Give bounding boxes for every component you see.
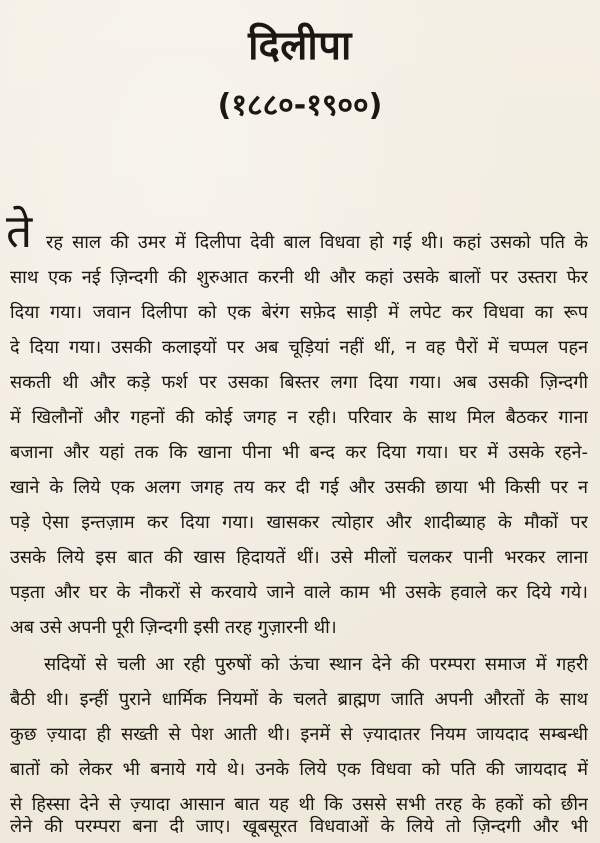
paragraph-line: कुछ ज़्यादा ही सख्ती से पेश आती थी। इनमें से ज़्यादातर नियम जायदाद सम्बन्धी [10,724,588,745]
paragraph-line: बजाना और यहां तक कि खाना पीना भी बन्द कर दिया गया। घर में उसके रहने- [10,442,588,463]
paragraph-line: साथ एक नई ज़िन्दगी की शुरुआत करनी थी और कहां उसके बालों पर उस्तरा फेर [10,267,588,288]
paragraph-line: बैठी थी। इन्हीं पुराने धार्मिक नियमों के चलते ब्राह्मण जाति अपनी औरतों के साथ [10,689,588,710]
paragraph-line: दिया गया। जवान दिलीपा को एक बेरंग सफ़ेद साड़ी में लपेट कर विधवा का रूप [10,302,588,323]
paragraph-line: लेने की परम्परा बना दी जाए। खूबसूरत विधवाओं के लिये तो ज़िन्दगी और भी [10,816,588,837]
paragraph-line: रह साल की उमर में दिलीपा देवी बाल विधवा हो गई थी। कहां उसको पति के [46,232,588,253]
paragraph-line: दे दिया गया। उसकी कलाइयों पर अब चूड़ियां नहीं थीं, न वह पैरों में चप्पल पहन [10,337,588,358]
paragraph-line: उसके लिये इस बात की खास हिदायतें थीं। उसे मीलों चलकर पानी भरकर लाना [10,547,588,568]
paragraph-line: बातों को लेकर भी बनाये गये थे। उनके लिये एक विधवा को पति की जायदाद में [10,759,588,780]
paragraph-line: में खिलौनों और गहनों की कोई जगह न रही। परिवार के साथ मिल बैठकर गाना [10,407,588,428]
paragraph-line: अब उसे अपनी पूरी ज़िन्दगी इसी तरह गुज़ारनी थी। [10,617,337,638]
drop-cap: ते [6,204,33,258]
paragraph-line: सदियों से चली आ रही पुरुषों को ऊंचा स्थान देने की परम्परा समाज में गहरी [44,654,588,675]
paragraph-line: से हिस्सा देने से ज़्यादा आसान बात यह थी कि उससे सभी तरह के हकों को छीन [10,794,588,815]
paragraph-line: पड़े ऐसा इन्तज़ाम कर दिया गया। खासकर त्योहार और शादीब्याह के मौकों पर [10,512,588,533]
paragraph-line: खाने के लिये एक अलग जगह तय कर दी गई और उसकी छाया भी किसी पर न [10,477,588,498]
paragraph-line: सकती थी और कड़े फर्श पर उसका बिस्तर लगा दिया गया। अब उसकी ज़िन्दगी [10,372,588,393]
paragraph-line: पड़ता और घर के नौकरों से करवाये जाने वाले काम भी उसके हवाले कर दिये गये। [10,582,588,603]
chapter-title: दिलीपा [248,23,352,69]
chapter-years: (१८८०-१९००) [217,88,383,123]
